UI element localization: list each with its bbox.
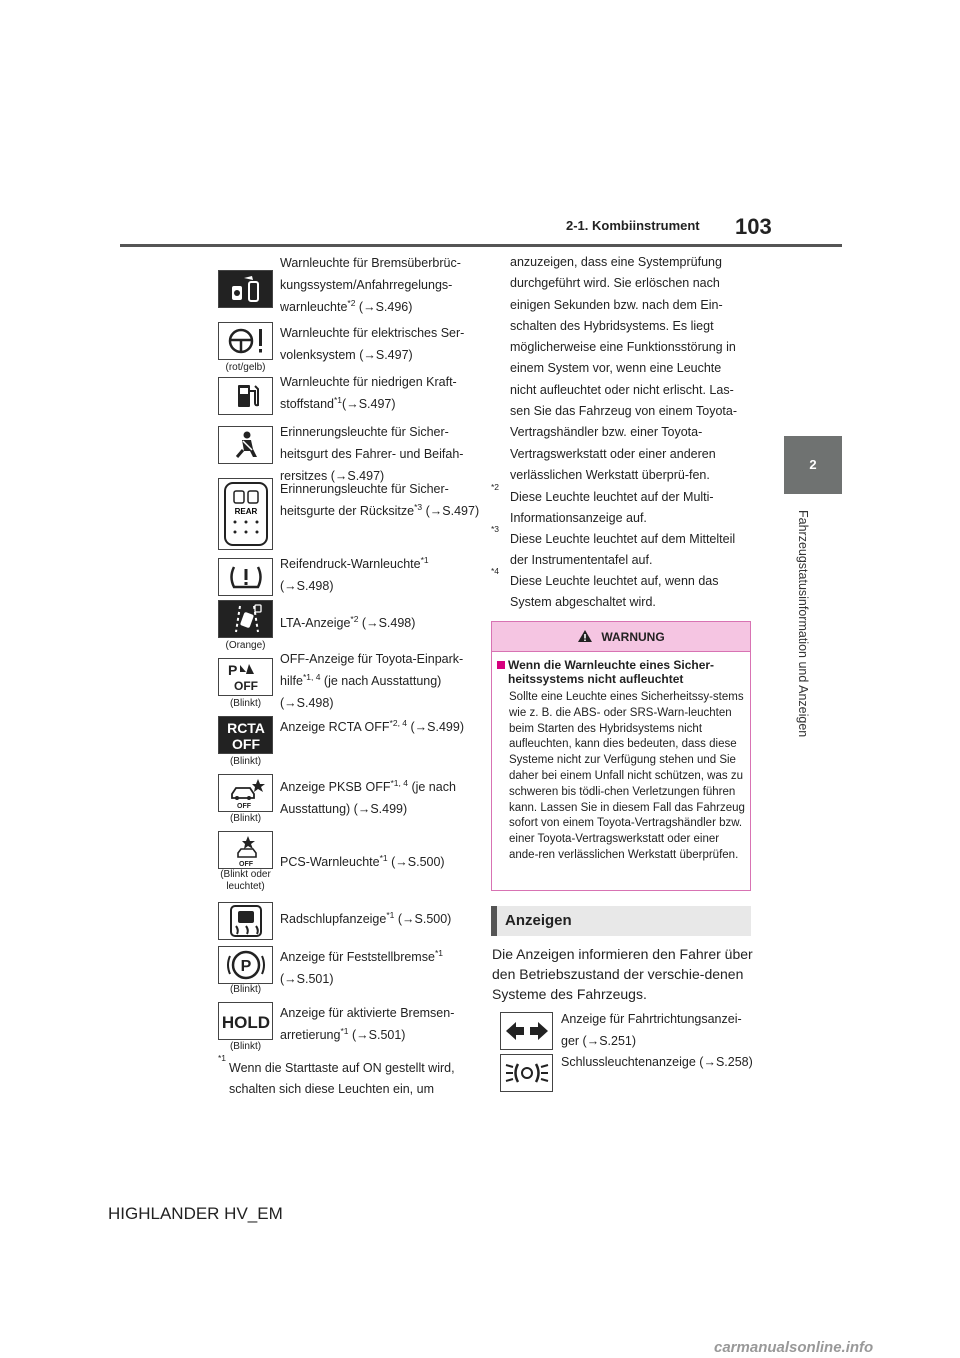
- indicator-text: Anzeige für Fahrtrichtungsanzei-ger (→S.251): [561, 1012, 742, 1048]
- footnote-text: Diese Leuchte leuchtet auf dem Mittelteil der Instrumententafel auf.: [510, 532, 736, 567]
- chapter-title: Fahrzeugstatusinformation und Anzeigen: [796, 510, 810, 738]
- steering-warning-icon: [218, 322, 273, 360]
- warning-title: Wenn die Warnleuchte eines Sicher-heitssystems nicht aufleuchtet: [508, 658, 715, 686]
- footnote: *3 Diese Leuchte leuchtet auf dem Mittelteil der Instrumententafel auf.: [491, 529, 753, 571]
- footnote: *4 Diese Leuchte leuchtet auf, wenn das System abgeschaltet wird.: [491, 571, 753, 613]
- warning-body: Sollte eine Leuchte eines Sicherheitssy-stems wie z. B. die ABS- oder SRS-Warn-leuchten beim Starten des Hybridsystems nicht aufleuchten, kann dies bedeuten, dass diese Systeme nicht zur Verfügung stehen und Sie daher bei einem Unfall nicht schützen, was zu schweren bis tödli-chen Verletzungen führen kann. Lassen Sie in diesem Fall das Fahrzeug sofort von einem Toyota-Vertragshändler bzw. einer Toyota-Vertragswerkstatt oder einer ande-ren verlässlichen Werkstatt überprüfen.: [509, 691, 745, 861]
- brake-hold-icon: [218, 1002, 273, 1040]
- warning-light-text: Erinnerungsleuchte für Sicher-heitsgurte der Rücksitze$^{*3}$ (→S.497): [280, 482, 480, 518]
- warning-light-text: Warnleuchte für niedrigen Kraft-stoffstand$^{*1}$(→S.497): [280, 375, 457, 411]
- section-title: 2-1. Kombiinstrument: [566, 218, 700, 233]
- footnote-text: Wenn die Starttaste auf ON gestellt wird, schalten sich diese Leuchten ein, um: [229, 1061, 455, 1096]
- watermark: carmanualsonline.info: [714, 1339, 874, 1356]
- warning-light-text: Anzeige PKSB OFF$^{*1, 4}$ (je nach Ausstattung) (→S.499): [280, 777, 456, 816]
- page-number: 103: [735, 214, 772, 239]
- brake-override-warning-icon: [218, 270, 273, 308]
- icon-caption: (Blinkt oder leuchtet): [220, 869, 271, 892]
- footnote: *1 Wenn die Starttaste auf ON gestellt wird, schalten sich diese Leuchten ein, um: [218, 1058, 478, 1100]
- parking-brake-icon: [218, 946, 273, 984]
- lta-indicator-icon: [218, 600, 273, 638]
- svg-text:P: P: [227, 662, 237, 678]
- indicator-text: Schlussleuchtenanzeige (→S.258): [561, 1055, 753, 1069]
- anzeigen-intro: Die Anzeigen informieren den Fahrer über den Betriebszustand der verschie-denen Systeme des Fahrzeugs.: [492, 946, 753, 1002]
- warning-header: [492, 622, 750, 652]
- icon-caption: (Orange): [225, 640, 266, 651]
- icon-caption: (Blinkt): [229, 984, 262, 995]
- parking-assist-off-icon: [218, 658, 273, 696]
- slip-indicator-icon: [218, 902, 273, 940]
- warning-light-text: LTA-Anzeige$^{*2}$ (→S.498): [280, 613, 416, 630]
- chapter-tab[interactable]: 2: [784, 436, 842, 494]
- icon-caption: (Blinkt): [229, 813, 262, 824]
- warning-light-text: Anzeige für aktivierte Bremsen-arretierung$^{*1}$ (→S.501): [280, 1006, 455, 1042]
- svg-text:OFF: OFF: [236, 803, 251, 810]
- warning-triangle-icon: [577, 629, 593, 643]
- svg-text:P: P: [240, 958, 251, 975]
- footer-model: HIGHLANDER HV_EM: [108, 1204, 283, 1223]
- footnote-text: Diese Leuchte leuchtet auf, wenn das System abgeschaltet wird.: [510, 574, 719, 609]
- section-heading-anzeigen: Anzeigen: [491, 906, 751, 936]
- warning-light-text: Reifendruck-Warnleuchte$^{*1}$ (→S.498): [280, 554, 429, 593]
- svg-text:HOLD: HOLD: [221, 1013, 270, 1032]
- header-divider: [120, 244, 842, 247]
- pcs-warning-icon: [218, 831, 273, 869]
- warning-light-text: PCS-Warnleuchte$^{*1}$ (→S.500): [280, 852, 445, 869]
- warning-box: [491, 621, 751, 891]
- svg-text:REAR: REAR: [234, 507, 257, 516]
- warning-header-label: WARNUNG: [601, 630, 665, 644]
- icon-caption: (rot/gelb): [225, 362, 266, 373]
- footnote: *2 Diese Leuchte leuchtet auf der Multi-Informationsanzeige auf.: [491, 487, 753, 529]
- footnote-text: Diese Leuchte leuchtet auf der Multi-Informationsanzeige auf.: [510, 490, 714, 525]
- svg-text:OFF: OFF: [238, 861, 253, 867]
- tail-light-icon: [500, 1054, 553, 1092]
- icon-caption: (Blinkt): [229, 698, 262, 709]
- svg-text:OFF: OFF: [233, 679, 258, 693]
- icon-caption: (Blinkt): [229, 756, 262, 767]
- bullet-square-icon: [497, 661, 505, 669]
- warning-light-text: OFF-Anzeige für Toyota-Einpark-hilfe$^{*1, 4}$ (je nach Ausstattung) (→S.498): [280, 652, 464, 710]
- pksb-off-icon: [218, 774, 273, 812]
- svg-text:OFF: OFF: [231, 736, 260, 752]
- warning-light-text: Anzeige RCTA OFF$^{*2, 4}$ (→S.499): [280, 717, 464, 734]
- tire-pressure-warning-icon: [218, 558, 273, 596]
- warning-light-text: Anzeige für Feststellbremse$^{*1}$ (→S.501): [280, 947, 443, 986]
- seatbelt-reminder-icon: [218, 426, 273, 464]
- footnote-continuation: anzuzeigen, dass eine Systemprüfung durchgeführt wird. Sie erlöschen nach einigen Sekunden bzw. nach dem Ein-schalten des Hybridsystems. Es liegt möglicherweise eine Funktionsstörung in einem System vor, wenn eine Leuchte nicht aufleuchtet oder nicht erlischt. Las-sen Sie das Fahrzeug von einem Toyota-Vertragshändler bzw. einer Toyota-Vertragswerkstatt oder einer anderen verlässlichen Werkstatt überprü-fen.: [510, 255, 737, 482]
- warning-light-text: Warnleuchte für elektrisches Ser-volenksystem (→S.497): [280, 326, 465, 362]
- warning-light-text: Radschlupfanzeige$^{*1}$ (→S.500): [280, 909, 452, 926]
- rcta-off-icon: [218, 716, 273, 754]
- rear-seatbelt-reminder-icon: [218, 478, 273, 550]
- warning-light-text: Erinnerungsleuchte für Sicher-heitsgurt des Fahrer- und Beifah-rersitzes (→S.497): [280, 425, 464, 483]
- turn-signal-icon: [500, 1012, 553, 1050]
- svg-text:RCTA: RCTA: [226, 720, 265, 736]
- fuel-level-warning-icon: [218, 377, 273, 415]
- icon-caption: (Blinkt): [229, 1041, 262, 1052]
- warning-light-text: Warnleuchte für Bremsüberbrüc-kungssystem/Anfahrregelungs-warnleuchte$^{*2}$ (→S.496): [280, 256, 461, 314]
